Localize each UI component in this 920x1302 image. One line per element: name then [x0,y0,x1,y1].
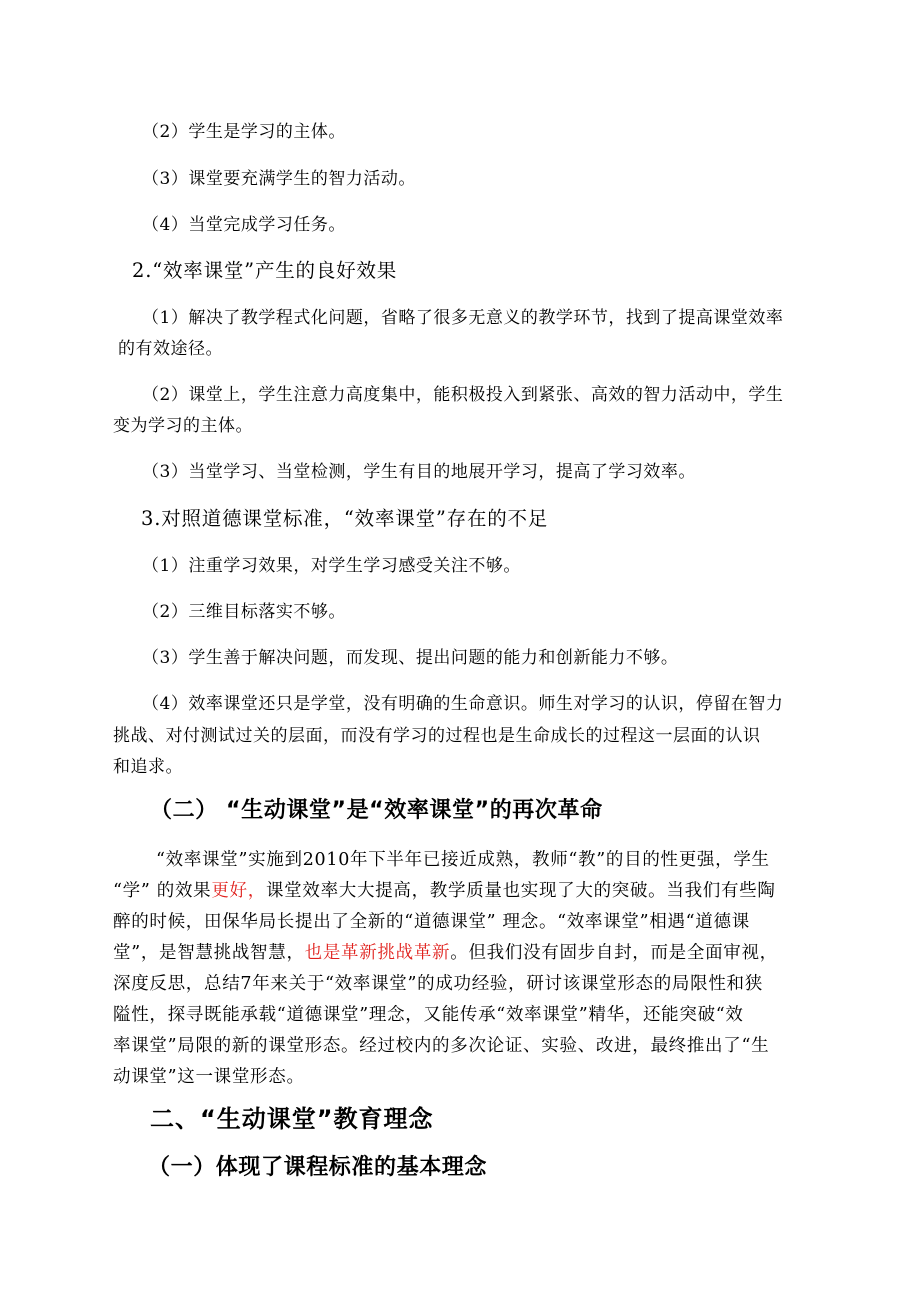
body-paragraph-line: 率课堂”局限的新的课堂形态。经过校内的多次论证、实验、改进，最终推出了“生 [113,1036,770,1056]
list-item: （2）课堂上，学生注意力高度集中，能积极投入到紧张、高效的智力活动中，学生 [142,385,784,405]
body-text: 。但我们没有固步自封，而是全面审视， [450,943,778,963]
body-text: 课堂效率大大提高，教学质量也实现了大的突破。当我们有些陶 [265,881,776,901]
list-item: （3）当堂学习、当堂检测，学生有目的地展开学习，提高了学习效率。 [142,462,696,482]
body-paragraph-line [113,939,778,967]
list-item: （3）课堂要充满学生的智力活动。 [142,169,416,189]
chapter-heading: 二、“生动课堂”教育理念 [150,1105,434,1133]
subsection-heading: （二） “生动课堂”是“效率课堂”的再次革命 [150,798,603,823]
body-paragraph-line: 深度反思，总结7年来关于“效率课堂”的成功经验，研讨该课堂形态的局限性和狭 [113,974,763,994]
subsection-heading: （一）体现了课程标准的基本理念 [148,1155,488,1180]
body-paragraph-line [113,877,776,905]
list-item: （1）解决了教学程式化问题，省略了很多无意义的教学环节，找到了提高课堂效率 [142,308,784,328]
body-paragraph-line: 醉的时候，田保华局长提出了全新的“道德课堂” 理念。“效率课堂”相遇“道德课 [113,912,750,932]
list-item-continuation: 和追求。 [113,757,183,777]
list-item: （1）注重学习效果，对学生学习感受关注不够。 [142,556,521,576]
body-paragraph-line: 动课堂”这一课堂形态。 [113,1067,305,1087]
list-item: （4）当堂完成学习任务。 [142,215,346,235]
section-heading: 3.对照道德课堂标准，“效率课堂”存在的不足 [141,507,549,530]
list-item-continuation: 的有效途径。 [118,339,223,359]
highlighted-text: 也是革新挑战革新 [304,943,451,963]
body-text: “学” 的效果 [113,881,212,901]
body-paragraph-line: “效率课堂”实施到2010年下半年已接近成熟，教师“教”的目的性更强，学生 [156,850,770,870]
list-item-continuation: 变为学习的主体。 [113,416,253,436]
section-heading: 2.“效率课堂”产生的良好效果 [132,259,398,282]
list-item: （2）三维目标落实不够。 [142,602,346,622]
list-item-continuation: 挑战、对付测试过关的层面，而没有学习的过程也是生命成长的过程这一层面的认识 [113,726,761,746]
list-item: （2）学生是学习的主体。 [142,122,346,142]
highlighted-text: 更好， [211,881,266,901]
body-paragraph-line: 隘性，探寻既能承载“道德课堂”理念，又能传承“效率课堂”精华，还能突破“效 [113,1005,744,1025]
list-item: （3）学生善于解决问题，而发现、提出问题的能力和创新能力不够。 [142,648,679,668]
body-text: 堂”，是智慧挑战智慧， [113,943,305,963]
list-item: （4）效率课堂还只是学堂，没有明确的生命意识。师生对学习的认识，停留在智力 [142,694,784,714]
